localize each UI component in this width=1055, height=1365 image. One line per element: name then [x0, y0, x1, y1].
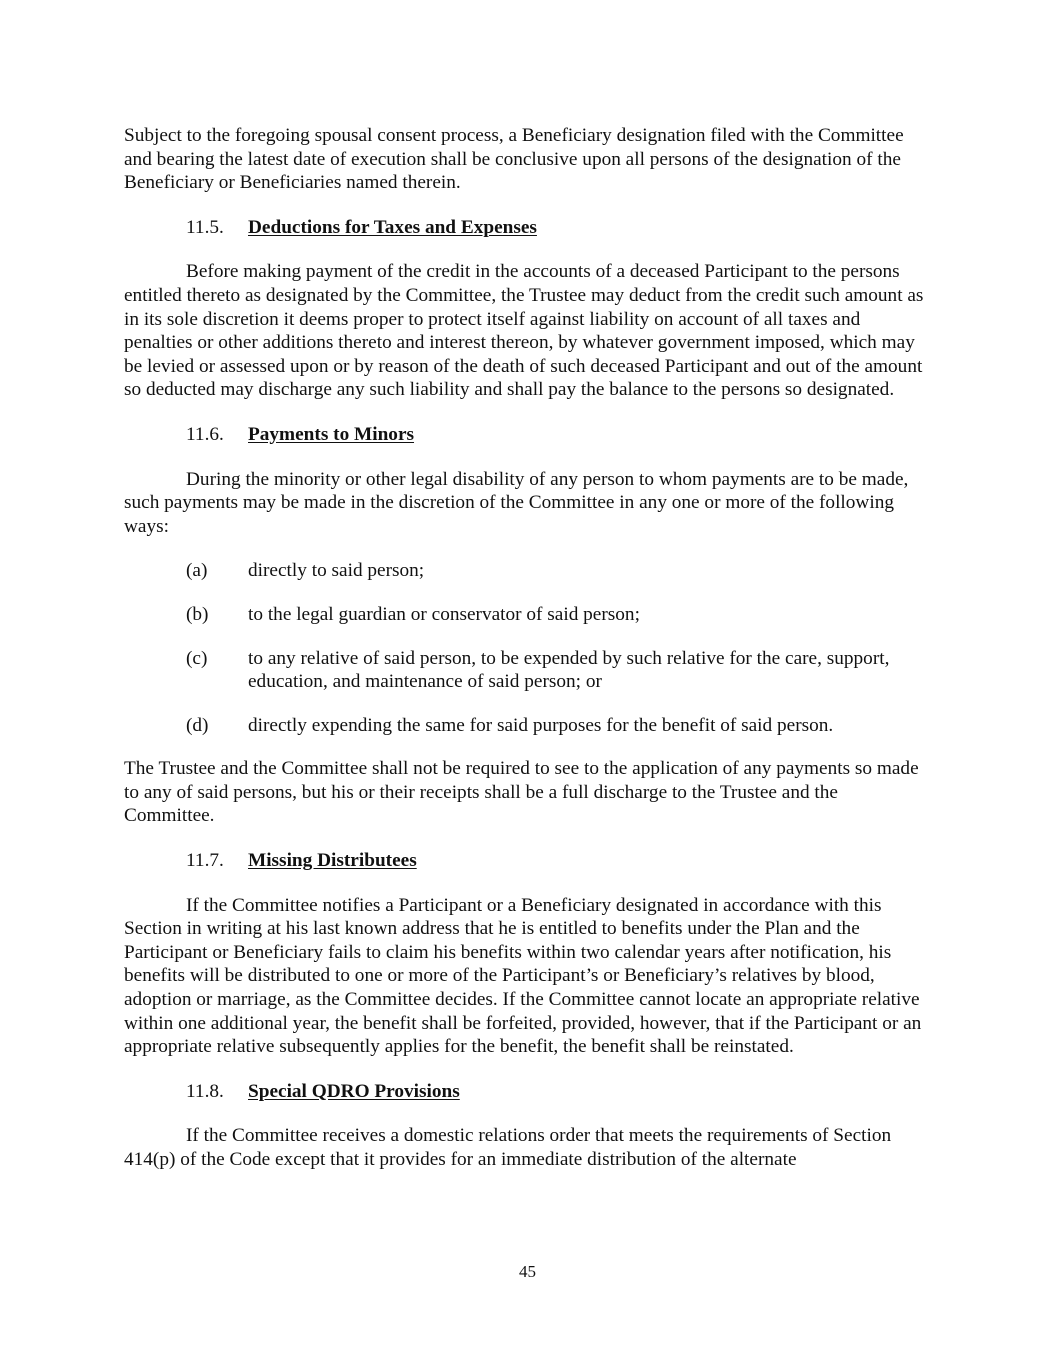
list-item-b [186, 603, 930, 627]
list-item-label: (b) [186, 603, 209, 625]
list-item-text: directly expending the same for said purposes for the benefit of said person. [248, 714, 834, 736]
list-item-text: directly to said person; [248, 560, 425, 582]
list-item-label: (a) [186, 560, 208, 582]
intro-paragraph: Subject to the foregoing spousal consent process, a Beneficiary designation filed with the Committee and bearing the latest date of execution shall be conclusive upon all persons of the designation of the Beneficiary or Beneficiaries named therein. [124, 125, 904, 194]
section-number: 11.8. [186, 1080, 224, 1102]
document-page [124, 124, 930, 1193]
section-number: 11.7. [186, 850, 224, 872]
list-item-text: to any relative of said person, to be expended by such relative for the care, support, education, and maintenance of said person; or [248, 647, 890, 693]
section-body-11-5: Before making payment of the credit in the accounts of a deceased Participant to the persons entitled thereto as designated by the Committee, the Trustee may deduct from the credit such amount as in its sole discretion it deems proper to protect itself against liability on account of all taxes and penalties or other additions thereto and interest thereon, by whatever government imposed, which may be levied or assessed upon or by reason of the death of such deceased Participant and out of the amount so deducted may discharge any such liability and shall pay the balance to the persons so designated. [124, 261, 924, 401]
section-number: 11.6. [186, 423, 224, 445]
section-title: Missing Distributees [248, 850, 417, 872]
list-item-c [186, 647, 930, 694]
list-item-text: to the legal guardian or conservator of said person; [248, 603, 640, 625]
section-title: Special QDRO Provisions [248, 1080, 460, 1102]
section-body-11-8: If the Committee receives a domestic relations order that meets the requirements of Section 414(p) of the Code except that it provides for an immediate distribution of the alternate [124, 1125, 892, 1170]
list-item-a [186, 559, 930, 583]
section-body-11-7: If the Committee notifies a Participant or a Beneficiary designated in accordance with this Section in writing at his last known address that he is entitled to benefits under the Plan and the Participant or Beneficiary fails to claim his benefits within two calendar years after notification, his benefits will be distributed to one or more of the Participant’s or Beneficiary’s relatives by blood, adoption or marriage, as the Committee decides. If the Committee cannot locate an appropriate relative within one additional year, the benefit shall be forfeited, provided, however, that if the Participant or an appropriate relative subsequently applies for the benefit, the benefit shall be reinstated. [124, 894, 922, 1058]
section-heading-11-7 [186, 849, 930, 873]
section-heading-11-5 [186, 216, 930, 240]
page-number: 45 [519, 1262, 536, 1281]
list-item-label: (c) [186, 647, 208, 669]
section-number: 11.5. [186, 216, 224, 238]
section-body-11-6: During the minority or other legal disability of any person to whom payments are to be made, such payments may be made in the discretion of the Committee in any one or more of the following ways: [124, 468, 909, 537]
list-item-label: (d) [186, 714, 209, 736]
section-title: Payments to Minors [248, 423, 415, 445]
section-title: Deductions for Taxes and Expenses [248, 216, 537, 238]
section-heading-11-6 [186, 423, 930, 447]
list-item-d [186, 714, 930, 738]
section-closing-11-6: The Trustee and the Committee shall not be required to see to the application of any payments so made to any of said persons, but his or their receipts shall be a full discharge to the Trustee and the Committee. [124, 758, 919, 827]
section-heading-11-8 [186, 1080, 930, 1104]
